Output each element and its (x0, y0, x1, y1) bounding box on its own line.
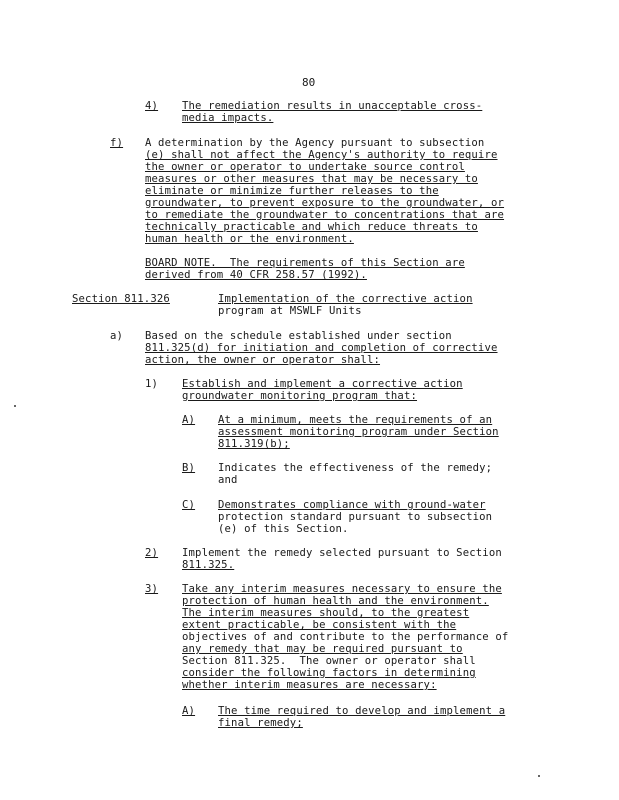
item-3-line-8: consider the following factors in determining (182, 667, 476, 679)
item-f-line-5: eliminate or minimize further releases to the (145, 185, 439, 197)
section-number: Section 811.326 (72, 293, 170, 305)
board-note-line-2: derived from 40 CFR 258.57 (1992). (145, 269, 367, 281)
item-4-line-2: media impacts. (182, 112, 274, 124)
section-title-line-1: Implementation of the corrective action (218, 293, 473, 305)
item-3a-line-1: The time required to develop and implement a (218, 705, 506, 717)
item-1-line-1: Establish and implement a corrective action (182, 378, 463, 390)
item-1a-line-1: At a minimum, meets the requirements of an (218, 414, 493, 426)
item-3a-line-2: final remedy; (218, 717, 303, 729)
item-1c-label: C) (182, 499, 196, 511)
item-f-line-2: (e) shall not affect the Agency's authority to require (145, 149, 498, 161)
item-3-line-2: protection of human health and the environment. (182, 595, 489, 607)
item-1c-line-3: (e) of this Section. (218, 523, 349, 535)
item-1a-line-2: assessment monitoring program under Section (218, 426, 499, 438)
item-3-line-6: any remedy that may be required pursuant to (182, 643, 463, 655)
item-1a-line-3: 811.319(b); (218, 438, 290, 450)
item-3-line-9: whether interim measures are necessary: (182, 679, 437, 691)
item-f-line-3: the owner or operator to undertake source control (145, 161, 465, 173)
item-f-line-6: groundwater, to prevent exposure to the groundwater, or (145, 197, 505, 209)
sub-a-line-3: action, the owner or operator shall: (145, 354, 381, 366)
item-1-line-2: groundwater monitoring program that: (182, 390, 418, 402)
item-3-line-3: The interim measures should, to the greatest (182, 607, 470, 619)
item-2-line-2: 811.325. (182, 559, 235, 571)
sub-a-line-1: Based on the schedule established under section (145, 330, 452, 342)
item-f-line-9: human health or the environment. (145, 233, 354, 245)
sub-a-label: a) (110, 330, 124, 342)
item-1-label: 1) (145, 378, 159, 390)
scan-speck (538, 775, 540, 777)
item-3-line-7: Section 811.325. The owner or operator shall (182, 655, 476, 667)
scan-speck (14, 405, 16, 407)
item-f-line-4: measures or other measures that may be necessary to (145, 173, 478, 185)
item-2-line-1: Implement the remedy selected pursuant to Section (182, 547, 502, 559)
page-number: 80 (302, 76, 316, 89)
item-1c-line-2: protection standard pursuant to subsection (218, 511, 493, 523)
item-3a-label: A) (182, 705, 196, 717)
item-f-line-7: to remediate the groundwater to concentrations that are (145, 209, 505, 221)
item-1a-label: A) (182, 414, 196, 426)
item-1c-line-1: Demonstrates compliance with ground-water (218, 499, 486, 511)
item-3-label: 3) (145, 583, 159, 595)
item-3-line-5: objectives of and contribute to the performance of (182, 631, 509, 643)
item-f-line-8: technically practicable and which reduce threats to (145, 221, 478, 233)
item-1b-line-2: and (218, 474, 238, 486)
section-title-line-2: program at MSWLF Units (218, 305, 362, 317)
item-2-label: 2) (145, 547, 159, 559)
item-4-line-1: The remediation results in unacceptable cross- (182, 100, 483, 112)
item-3-line-1: Take any interim measures necessary to ensure the (182, 583, 502, 595)
item-1b-label: B) (182, 462, 196, 474)
sub-a-line-2: 811.325(d) for initiation and completion of corrective (145, 342, 498, 354)
item-f-label: f) (110, 137, 124, 149)
item-1b-line-1: Indicates the effectiveness of the remedy; (218, 462, 493, 474)
item-f-line-1: A determination by the Agency pursuant to subsection (145, 137, 485, 149)
item-3-line-4: extent practicable, be consistent with the (182, 619, 457, 631)
item-4-label: 4) (145, 100, 159, 112)
board-note-line-1: BOARD NOTE. The requirements of this Section are (145, 257, 465, 269)
